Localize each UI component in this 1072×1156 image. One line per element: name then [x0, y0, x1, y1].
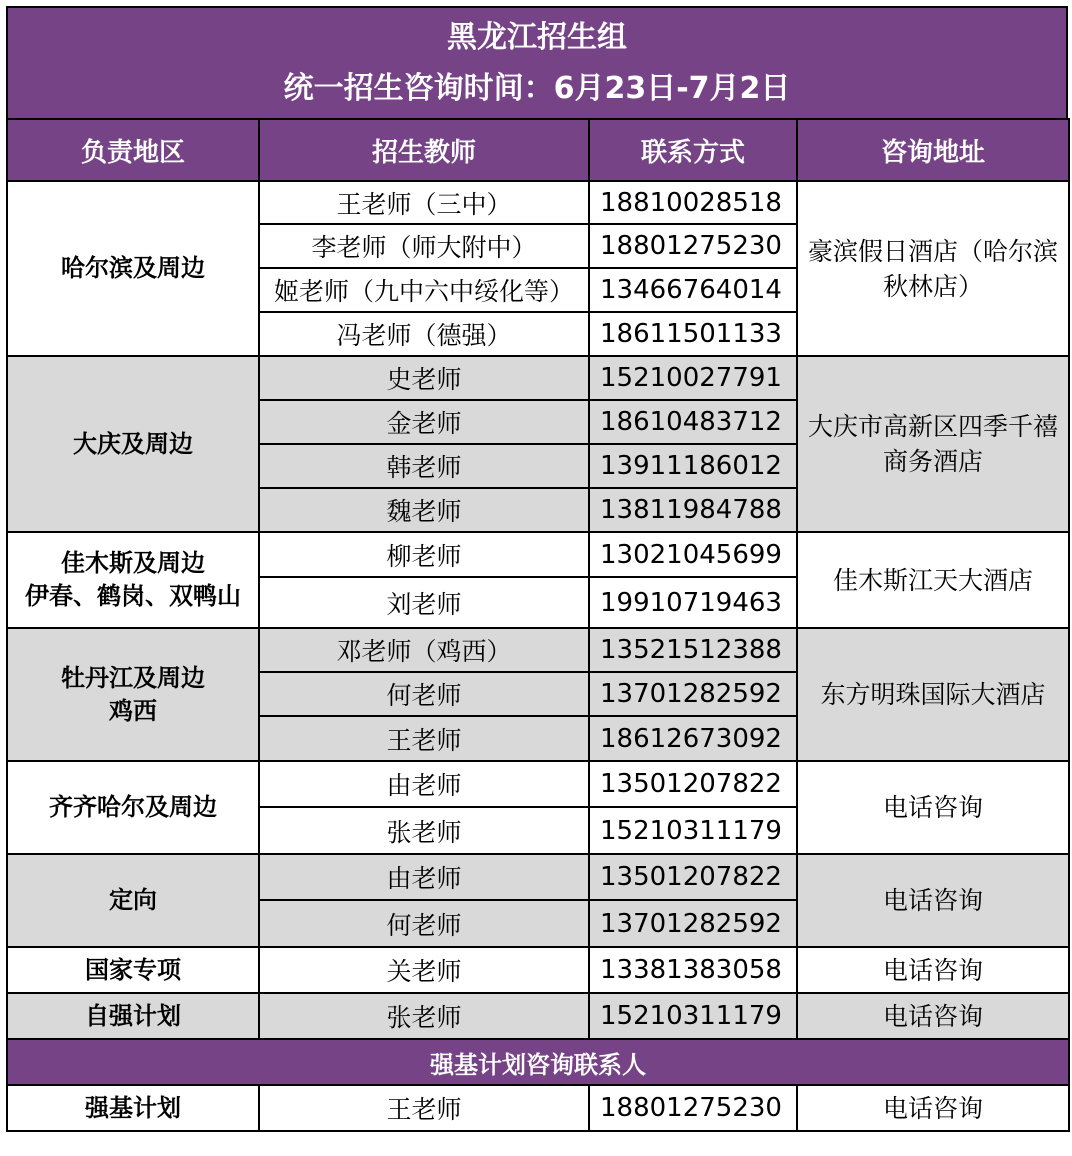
region-label: 自强计划 [85, 1001, 181, 1030]
region-label: 国家专项 [85, 955, 181, 984]
phone-cell: 18611501133 [589, 312, 797, 356]
region-label: 鸡西 [109, 696, 157, 725]
region-cell [7, 356, 259, 532]
phone-cell: 13701282592 [589, 900, 797, 947]
phone-cell: 19910719463 [589, 577, 797, 628]
column-header-region: 负责地区 [7, 119, 259, 181]
teacher-cell: 刘老师 [259, 577, 589, 628]
teacher-cell: 李老师（师大附中） [259, 224, 589, 268]
phone-cell: 18610483712 [589, 400, 797, 444]
phone-cell: 13701282592 [589, 672, 797, 716]
phone-cell: 18801275230 [589, 224, 797, 268]
address-cell: 电话咨询 [797, 761, 1069, 854]
region-cell [7, 532, 259, 628]
column-header-row [7, 119, 1069, 181]
qiangji-phone: 18801275230 [589, 1085, 797, 1131]
phone-cell: 15210311179 [589, 993, 797, 1039]
column-header-address: 咨询地址 [797, 119, 1069, 181]
phone-cell: 15210311179 [589, 807, 797, 854]
teacher-cell: 魏老师 [259, 488, 589, 532]
phone-cell: 15210027791 [589, 356, 797, 400]
qiangji-region: 强基计划 [7, 1085, 259, 1131]
phone-cell: 13521512388 [589, 628, 797, 672]
table-row [7, 993, 1069, 1039]
table-row [7, 947, 1069, 993]
table-row [7, 854, 1069, 900]
recruitment-table [6, 6, 1068, 1132]
address-cell: 电话咨询 [797, 993, 1069, 1039]
region-label: 牡丹江及周边 [61, 663, 205, 692]
region-cell [7, 181, 259, 356]
teacher-cell: 王老师 [259, 716, 589, 761]
teacher-cell: 金老师 [259, 400, 589, 444]
region-cell [7, 947, 259, 993]
teacher-cell: 张老师 [259, 807, 589, 854]
phone-cell: 13021045699 [589, 532, 797, 577]
teacher-cell: 冯老师（德强） [259, 312, 589, 356]
teacher-cell: 柳老师 [259, 532, 589, 577]
teacher-cell: 由老师 [259, 761, 589, 807]
qiangji-address: 电话咨询 [797, 1085, 1069, 1131]
table-header [6, 6, 1068, 118]
region-label: 齐齐哈尔及周边 [49, 793, 217, 821]
teacher-cell: 由老师 [259, 854, 589, 900]
phone-cell: 13501207822 [589, 854, 797, 900]
teacher-cell: 王老师（三中） [259, 181, 589, 224]
address-cell: 佳木斯江天大酒店 [797, 532, 1069, 628]
phone-cell: 13501207822 [589, 761, 797, 807]
region-cell [7, 993, 259, 1039]
teacher-cell: 张老师 [259, 993, 589, 1039]
phone-cell: 18810028518 [589, 181, 797, 224]
table-row [7, 761, 1069, 807]
table-row [7, 181, 1069, 224]
teacher-cell: 何老师 [259, 900, 589, 947]
phone-cell: 13911186012 [589, 444, 797, 488]
page-title: 黑龙江招生组 [447, 19, 627, 55]
address-cell: 东方明珠国际大酒店 [797, 628, 1069, 761]
teacher-cell: 邓老师（鸡西） [259, 628, 589, 672]
address-cell: 电话咨询 [797, 854, 1069, 947]
region-cell [7, 854, 259, 947]
table-row [7, 356, 1069, 400]
address-cell: 电话咨询 [797, 947, 1069, 993]
qiangji-header: 强基计划咨询联系人 [7, 1039, 1069, 1085]
phone-cell: 13466764014 [589, 268, 797, 312]
teacher-cell: 史老师 [259, 356, 589, 400]
table-row [7, 532, 1069, 577]
region-label: 佳木斯及周边 [61, 549, 205, 577]
teacher-cell: 韩老师 [259, 444, 589, 488]
teacher-cell: 关老师 [259, 947, 589, 993]
phone-cell: 13381383058 [589, 947, 797, 993]
contact-table [6, 118, 1070, 1132]
teacher-cell: 何老师 [259, 672, 589, 716]
page-subtitle: 统一招生咨询时间：6月23日-7月2日 [283, 70, 791, 106]
address-cell: 大庆市高新区四季千禧商务酒店 [797, 356, 1069, 532]
region-label: 哈尔滨及周边 [61, 254, 205, 282]
column-header-teacher: 招生教师 [259, 119, 589, 181]
teacher-cell: 姬老师（九中六中绥化等） [259, 268, 589, 312]
qiangji-header-row [7, 1039, 1069, 1085]
region-cell [7, 761, 259, 854]
phone-cell: 13811984788 [589, 488, 797, 532]
column-header-contact: 联系方式 [589, 119, 797, 181]
region-cell [7, 628, 259, 761]
region-label: 定向 [109, 886, 157, 914]
address-cell: 豪滨假日酒店（哈尔滨秋林店） [797, 181, 1069, 356]
region-label: 伊春、鹤岗、双鸭山 [25, 582, 241, 610]
qiangji-row [7, 1085, 1069, 1131]
table-row [7, 628, 1069, 672]
region-label: 大庆及周边 [73, 429, 193, 458]
qiangji-teacher: 王老师 [259, 1085, 589, 1131]
phone-cell: 18612673092 [589, 716, 797, 761]
